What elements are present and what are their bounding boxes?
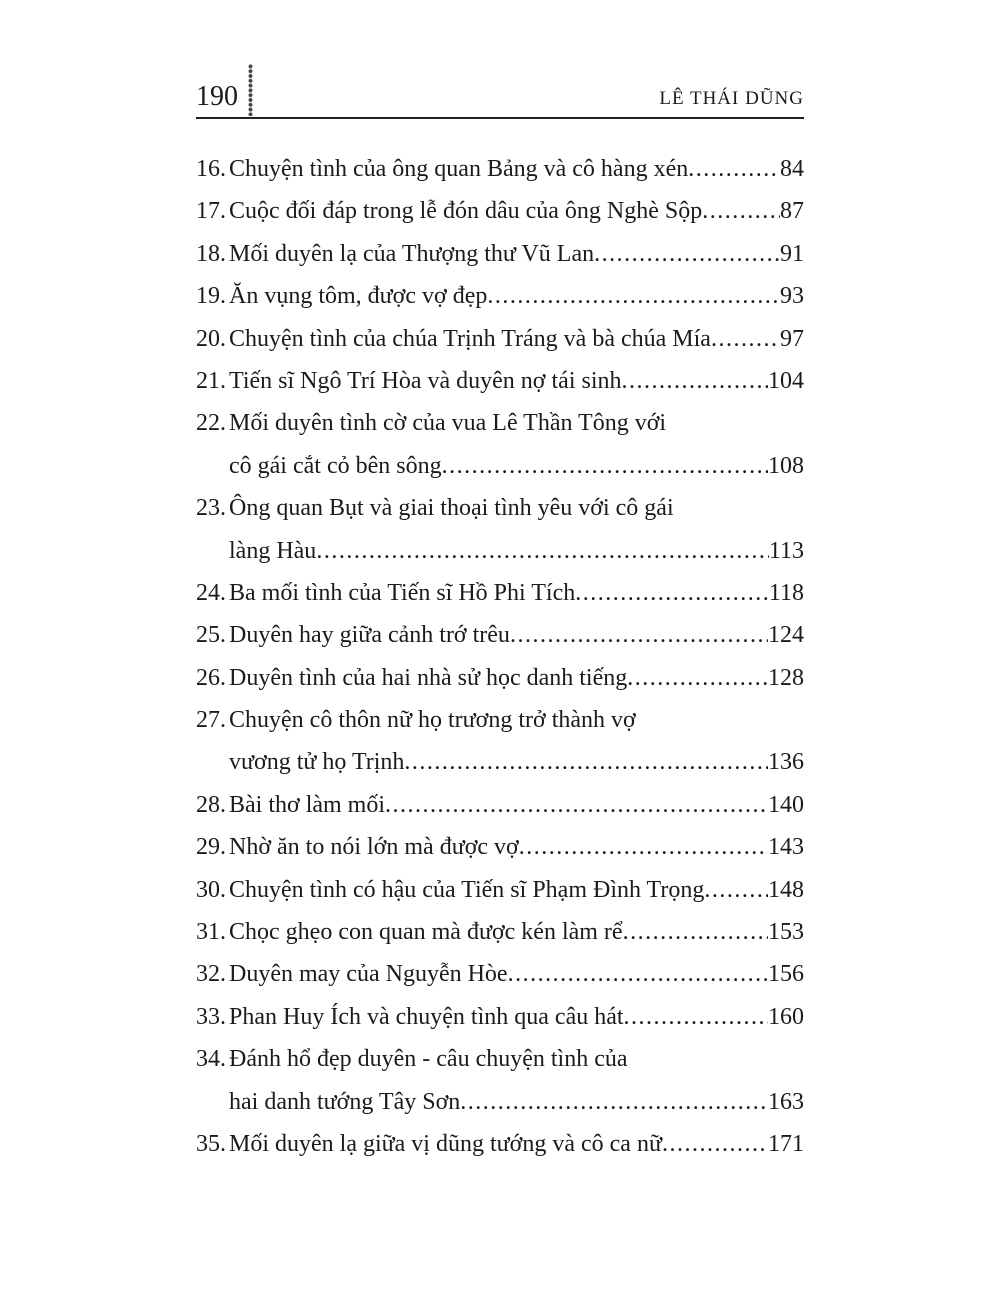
toc-entry-line [196,996,804,1038]
entry-number: 19. [196,283,226,310]
entry-page-number: 108 [768,452,804,479]
entry-page-number: 91 [780,240,804,267]
toc-entry [196,1038,804,1123]
toc-entry [196,911,804,953]
page-content [196,0,804,1165]
dot-leader [594,233,780,275]
toc-entry [196,1123,804,1165]
entry-number: 23. [196,495,226,522]
entry-number: 31. [196,919,226,946]
entry-title: Chuyện tình của chúa Trịnh Tráng và bà chúa Mía [229,325,711,352]
dot-leader [316,530,769,572]
chain-ornament-icon [247,64,254,116]
toc-entry-line [196,190,804,232]
entry-title: Cuộc đối đáp trong lễ đón dâu của ông Nghè Sộp [229,198,703,225]
entry-title: Chuyện tình có hậu của Tiến sĩ Phạm Đình Trọng [229,876,705,903]
entry-number: 34. [196,1046,226,1073]
table-of-contents [196,119,804,1165]
toc-entry-line [196,1038,804,1080]
entry-title: Mối duyên lạ giữa vị dũng tướng và cô ca nữ [229,1130,662,1157]
toc-entry-line [196,826,804,868]
entry-title-continued: làng Hàu [229,537,317,564]
toc-entry [196,996,804,1038]
toc-entry [196,487,804,572]
toc-entry [196,572,804,614]
dot-leader [385,784,768,826]
entry-title: Ông quan Bụt và giai thoại tình yêu với cô gái [229,495,674,522]
toc-entry-line [196,318,804,360]
entry-number: 33. [196,1003,226,1030]
toc-entry [196,275,804,317]
folio-page-number: 190 [196,81,238,112]
entry-title: Tiến sĩ Ngô Trí Hòa và duyên nợ tái sinh [229,367,622,394]
entry-title-continued: vương tử họ Trịnh [229,749,405,776]
toc-entry-line [196,402,804,444]
dot-leader [508,953,768,995]
entry-page-number: 153 [768,919,804,946]
entry-page-number: 128 [768,664,804,691]
entry-number: 35. [196,1130,226,1157]
entry-number: 16. [196,156,226,182]
dot-leader [623,911,768,953]
toc-entry-line-continued [196,1081,804,1123]
entry-page-number: 104 [768,367,804,394]
dot-leader [622,360,769,402]
toc-entry [196,699,804,784]
toc-entry [196,826,804,868]
entry-number: 22. [196,410,226,437]
entry-number: 26. [196,664,226,691]
entry-page-number: 113 [768,537,804,564]
entry-page-number: 97 [780,325,804,352]
toc-entry-line-continued [196,741,804,783]
entry-number: 32. [196,961,226,988]
entry-number: 17. [196,198,226,225]
toc-entry-line [196,953,804,995]
toc-entry-line-continued [196,445,804,487]
dot-leader [711,318,780,360]
entry-title-continued: hai danh tướng Tây Sơn [229,1088,461,1115]
dot-leader [510,614,768,656]
toc-entry-line [196,869,804,911]
entry-title: Ăn vụng tôm, được vợ đẹp [229,283,488,310]
toc-entry-line [196,657,804,699]
entry-title: Mối duyên tình cờ của vua Lê Thần Tông với [229,410,667,437]
toc-entry [196,869,804,911]
entry-number: 28. [196,791,226,818]
toc-entry [196,148,804,190]
toc-entry [196,614,804,656]
toc-entry [196,360,804,402]
dot-leader [627,657,768,699]
dot-leader [704,869,768,911]
toc-entry [196,402,804,487]
toc-entry-line [196,1123,804,1165]
entry-number: 21. [196,367,226,394]
entry-page-number: 84 [780,156,804,182]
toc-entry-line [196,360,804,402]
entry-title: Mối duyên lạ của Thượng thư Vũ Lan [229,240,595,267]
toc-entry-line [196,487,804,529]
toc-entry-line [196,275,804,317]
dot-leader [662,1123,768,1165]
toc-entry [196,233,804,275]
dot-leader [487,275,780,317]
dot-leader [575,572,769,614]
running-title: LÊ THÁI DŨNG [659,88,804,109]
entry-page-number: 124 [768,622,804,649]
toc-entry-line [196,911,804,953]
entry-number: 24. [196,579,226,606]
entry-title: Chọc ghẹo con quan mà được kén làm rể [229,919,623,946]
dot-leader [519,826,768,868]
entry-title: Chuyện tình của ông quan Bảng và cô hàng xén [229,156,689,182]
entry-number: 27. [196,707,226,734]
toc-entry-line-continued [196,530,804,572]
entry-number: 18. [196,240,226,267]
toc-entry-line [196,784,804,826]
toc-entry [196,953,804,995]
entry-title: Đánh hổ đẹp duyên - câu chuyện tình của [229,1046,628,1073]
toc-entry-line [196,699,804,741]
entry-title: Ba mối tình của Tiến sĩ Hồ Phi Tích [229,579,576,606]
toc-entry [196,657,804,699]
toc-entry [196,784,804,826]
entry-number: 25. [196,622,226,649]
toc-entry [196,318,804,360]
entry-page-number: 118 [768,579,804,606]
dot-leader [460,1081,768,1123]
entry-page-number: 160 [768,1003,804,1030]
entry-page-number: 143 [768,834,804,861]
page-header [196,0,804,119]
dot-leader [624,996,768,1038]
toc-entry [196,190,804,232]
header-left [196,64,254,111]
entry-title: Phan Huy Ích và chuyện tình qua câu hát [229,1003,624,1030]
toc-entry-line [196,572,804,614]
entry-title: Chuyện cô thôn nữ họ trương trở thành vợ [229,707,636,734]
entry-title: Nhờ ăn to nói lớn mà được vợ [229,834,519,861]
entry-title: Duyên tình của hai nhà sử học danh tiếng [229,664,628,691]
toc-entry-line [196,614,804,656]
toc-entry-line [196,148,804,190]
entry-page-number: 148 [768,876,804,903]
entry-title-continued: cô gái cắt cỏ bên sông [229,452,442,479]
entry-title: Duyên may của Nguyễn Hòe [229,961,508,988]
entry-page-number: 136 [768,749,804,776]
entry-page-number: 87 [780,198,804,225]
entry-title: Bài thơ làm mối [229,791,386,818]
entry-title: Duyên hay giữa cảnh trớ trêu [229,622,510,649]
dot-leader [442,445,768,487]
entry-number: 30. [196,876,226,903]
dot-leader [404,741,768,783]
entry-page-number: 93 [780,283,804,310]
entry-page-number: 156 [768,961,804,988]
entry-page-number: 171 [768,1130,804,1157]
entry-page-number: 163 [768,1088,804,1115]
dot-leader [702,190,780,232]
entry-number: 20. [196,325,226,352]
entry-number: 29. [196,834,226,861]
dot-leader [688,148,780,190]
toc-entry-line [196,233,804,275]
entry-page-number: 140 [768,791,804,818]
